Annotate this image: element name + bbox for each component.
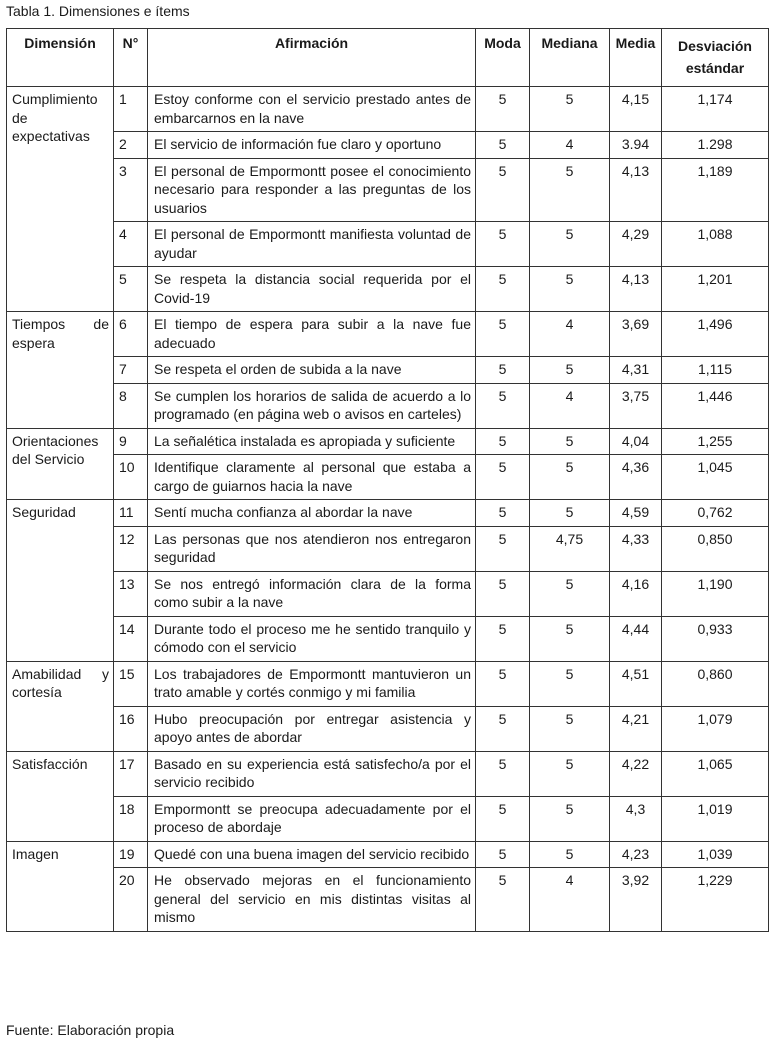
media-cell: 4,44 — [610, 616, 662, 661]
mediana-cell: 5 — [530, 616, 610, 661]
table-row — [7, 222, 769, 267]
media-cell: 3,69 — [610, 312, 662, 357]
media-cell: 4,33 — [610, 526, 662, 571]
table-row — [7, 571, 769, 616]
afirmacion-cell: El personal de Empormontt posee el conocimiento necesario para responder a las preguntas de los usuarios — [148, 158, 476, 222]
mediana-cell: 4 — [530, 383, 610, 428]
item-number-cell: 7 — [114, 357, 148, 384]
media-cell: 4,04 — [610, 428, 662, 455]
media-cell: 4,3 — [610, 796, 662, 841]
desviacion-cell: 1,088 — [662, 222, 769, 267]
item-number-cell: 20 — [114, 868, 148, 932]
moda-cell: 5 — [476, 132, 530, 159]
item-number-cell: 18 — [114, 796, 148, 841]
table-caption: Tabla 1. Dimensiones e ítems — [6, 3, 190, 19]
desviacion-cell: 1,255 — [662, 428, 769, 455]
item-number-cell: 10 — [114, 455, 148, 500]
moda-cell: 5 — [476, 616, 530, 661]
dimension-cell: Satisfacción — [7, 751, 114, 841]
desviacion-cell: 1,446 — [662, 383, 769, 428]
item-number-cell: 1 — [114, 87, 148, 132]
table-row — [7, 383, 769, 428]
afirmacion-cell: Sentí mucha confianza al abordar la nave — [148, 500, 476, 527]
media-cell: 4,59 — [610, 500, 662, 527]
item-number-cell: 12 — [114, 526, 148, 571]
mediana-cell: 5 — [530, 267, 610, 312]
desviacion-cell: 1,190 — [662, 571, 769, 616]
dimension-cell: Amabilidad y cortesía — [7, 661, 114, 751]
afirmacion-cell: La señalética instalada es apropiada y suficiente — [148, 428, 476, 455]
desviacion-cell: 1,019 — [662, 796, 769, 841]
table-row — [7, 158, 769, 222]
afirmacion-cell: Estoy conforme con el servicio prestado antes de embarcarnos en la nave — [148, 87, 476, 132]
media-cell: 3,75 — [610, 383, 662, 428]
table-row — [7, 616, 769, 661]
media-cell: 4,16 — [610, 571, 662, 616]
afirmacion-cell: Los trabajadores de Empormontt mantuvieron un trato amable y cortés conmigo y mi familia — [148, 661, 476, 706]
mediana-cell: 4 — [530, 868, 610, 932]
moda-cell: 5 — [476, 312, 530, 357]
afirmacion-cell: Identifique claramente al personal que estaba a cargo de guiarnos hacia la nave — [148, 455, 476, 500]
desviacion-cell: 0,860 — [662, 661, 769, 706]
item-number-cell: 16 — [114, 706, 148, 751]
desviacion-cell: 0,762 — [662, 500, 769, 527]
moda-cell: 5 — [476, 158, 530, 222]
item-number-cell: 13 — [114, 571, 148, 616]
afirmacion-cell: Hubo preocupación por entregar asistencia y apoyo antes de abordar — [148, 706, 476, 751]
mediana-cell: 5 — [530, 158, 610, 222]
afirmacion-cell: Las personas que nos atendieron nos entregaron seguridad — [148, 526, 476, 571]
media-cell: 4,51 — [610, 661, 662, 706]
media-cell: 4,13 — [610, 267, 662, 312]
afirmacion-cell: Se cumplen los horarios de salida de acuerdo a lo programado (en página web o avisos en carteles) — [148, 383, 476, 428]
mediana-cell: 5 — [530, 357, 610, 384]
item-number-cell: 6 — [114, 312, 148, 357]
afirmacion-cell: Durante todo el proceso me he sentido tranquilo y cómodo con el servicio — [148, 616, 476, 661]
table-row — [7, 706, 769, 751]
desviacion-cell: 0,850 — [662, 526, 769, 571]
table-row — [7, 526, 769, 571]
item-number-cell: 4 — [114, 222, 148, 267]
header-media: Media — [610, 29, 662, 87]
media-cell: 4,13 — [610, 158, 662, 222]
afirmacion-cell: El tiempo de espera para subir a la nave fue adecuado — [148, 312, 476, 357]
moda-cell: 5 — [476, 751, 530, 796]
afirmacion-cell: Basado en su experiencia está satisfecho/a por el servicio recibido — [148, 751, 476, 796]
media-cell: 4,15 — [610, 87, 662, 132]
header-row — [7, 29, 769, 87]
afirmacion-cell: He observado mejoras en el funcionamiento general del servicio en mis distintas visitas al mismo — [148, 868, 476, 932]
moda-cell: 5 — [476, 571, 530, 616]
dimension-cell: Imagen — [7, 841, 114, 931]
table-row — [7, 796, 769, 841]
table-source: Fuente: Elaboración propia — [6, 1022, 175, 1038]
mediana-cell: 5 — [530, 661, 610, 706]
mediana-cell: 5 — [530, 455, 610, 500]
media-cell: 3,92 — [610, 868, 662, 932]
table-row — [7, 132, 769, 159]
dimension-cell: Tiempos de espera — [7, 312, 114, 429]
dimension-cell: Seguridad — [7, 500, 114, 662]
moda-cell: 5 — [476, 796, 530, 841]
desviacion-cell: 1,115 — [662, 357, 769, 384]
moda-cell: 5 — [476, 526, 530, 571]
moda-cell: 5 — [476, 500, 530, 527]
desviacion-cell: 1,189 — [662, 158, 769, 222]
desviacion-cell: 1,079 — [662, 706, 769, 751]
dimension-cell: Orientaciones del Servicio — [7, 428, 114, 500]
media-cell: 4,31 — [610, 357, 662, 384]
mediana-cell: 5 — [530, 706, 610, 751]
table-row — [7, 428, 769, 455]
mediana-cell: 4,75 — [530, 526, 610, 571]
header-desviacion-line1: Desviación — [678, 38, 752, 54]
item-number-cell: 3 — [114, 158, 148, 222]
mediana-cell: 4 — [530, 132, 610, 159]
media-cell: 4,21 — [610, 706, 662, 751]
moda-cell: 5 — [476, 267, 530, 312]
table-row — [7, 751, 769, 796]
item-number-cell: 11 — [114, 500, 148, 527]
moda-cell: 5 — [476, 222, 530, 267]
mediana-cell: 5 — [530, 841, 610, 868]
item-number-cell: 17 — [114, 751, 148, 796]
mediana-cell: 4 — [530, 312, 610, 357]
header-desviacion-line2: estándar — [685, 60, 745, 76]
table-row — [7, 357, 769, 384]
afirmacion-cell: Quedé con una buena imagen del servicio recibido — [148, 841, 476, 868]
mediana-cell: 5 — [530, 500, 610, 527]
dimensions-table — [6, 28, 769, 932]
dimension-cell: Cumplimiento de expectativas — [7, 87, 114, 312]
mediana-cell: 5 — [530, 751, 610, 796]
moda-cell: 5 — [476, 706, 530, 751]
table-row — [7, 868, 769, 932]
item-number-cell: 2 — [114, 132, 148, 159]
afirmacion-cell: El personal de Empormontt manifiesta voluntad de ayudar — [148, 222, 476, 267]
table-row — [7, 267, 769, 312]
item-number-cell: 9 — [114, 428, 148, 455]
afirmacion-cell: El servicio de información fue claro y oportuno — [148, 132, 476, 159]
moda-cell: 5 — [476, 661, 530, 706]
table-row — [7, 312, 769, 357]
header-moda: Moda — [476, 29, 530, 87]
header-mediana: Mediana — [530, 29, 610, 87]
afirmacion-cell: Se respeta el orden de subida a la nave — [148, 357, 476, 384]
item-number-cell: 8 — [114, 383, 148, 428]
desviacion-cell: 0,933 — [662, 616, 769, 661]
mediana-cell: 5 — [530, 87, 610, 132]
media-cell: 3.94 — [610, 132, 662, 159]
desviacion-cell: 1,174 — [662, 87, 769, 132]
moda-cell: 5 — [476, 357, 530, 384]
table-body — [7, 87, 769, 932]
mediana-cell: 5 — [530, 571, 610, 616]
afirmacion-cell: Empormontt se preocupa adecuadamente por el proceso de abordaje — [148, 796, 476, 841]
table-row — [7, 661, 769, 706]
header-number: N° — [114, 29, 148, 87]
moda-cell: 5 — [476, 383, 530, 428]
item-number-cell: 14 — [114, 616, 148, 661]
desviacion-cell: 1.298 — [662, 132, 769, 159]
desviacion-cell: 1,039 — [662, 841, 769, 868]
desviacion-cell: 1,201 — [662, 267, 769, 312]
afirmacion-cell: Se nos entregó información clara de la forma como subir a la nave — [148, 571, 476, 616]
moda-cell: 5 — [476, 87, 530, 132]
media-cell: 4,36 — [610, 455, 662, 500]
table-row — [7, 455, 769, 500]
item-number-cell: 5 — [114, 267, 148, 312]
table-row — [7, 841, 769, 868]
header-desviacion — [662, 29, 769, 87]
mediana-cell: 5 — [530, 796, 610, 841]
mediana-cell: 5 — [530, 222, 610, 267]
header-dimension: Dimensión — [7, 29, 114, 87]
desviacion-cell: 1,496 — [662, 312, 769, 357]
media-cell: 4,29 — [610, 222, 662, 267]
moda-cell: 5 — [476, 841, 530, 868]
moda-cell: 5 — [476, 868, 530, 932]
desviacion-cell: 1,229 — [662, 868, 769, 932]
mediana-cell: 5 — [530, 428, 610, 455]
afirmacion-cell: Se respeta la distancia social requerida por el Covid-19 — [148, 267, 476, 312]
header-afirmacion: Afirmación — [148, 29, 476, 87]
media-cell: 4,23 — [610, 841, 662, 868]
item-number-cell: 15 — [114, 661, 148, 706]
item-number-cell: 19 — [114, 841, 148, 868]
table-row — [7, 87, 769, 132]
media-cell: 4,22 — [610, 751, 662, 796]
desviacion-cell: 1,065 — [662, 751, 769, 796]
moda-cell: 5 — [476, 428, 530, 455]
table-row — [7, 500, 769, 527]
moda-cell: 5 — [476, 455, 530, 500]
desviacion-cell: 1,045 — [662, 455, 769, 500]
